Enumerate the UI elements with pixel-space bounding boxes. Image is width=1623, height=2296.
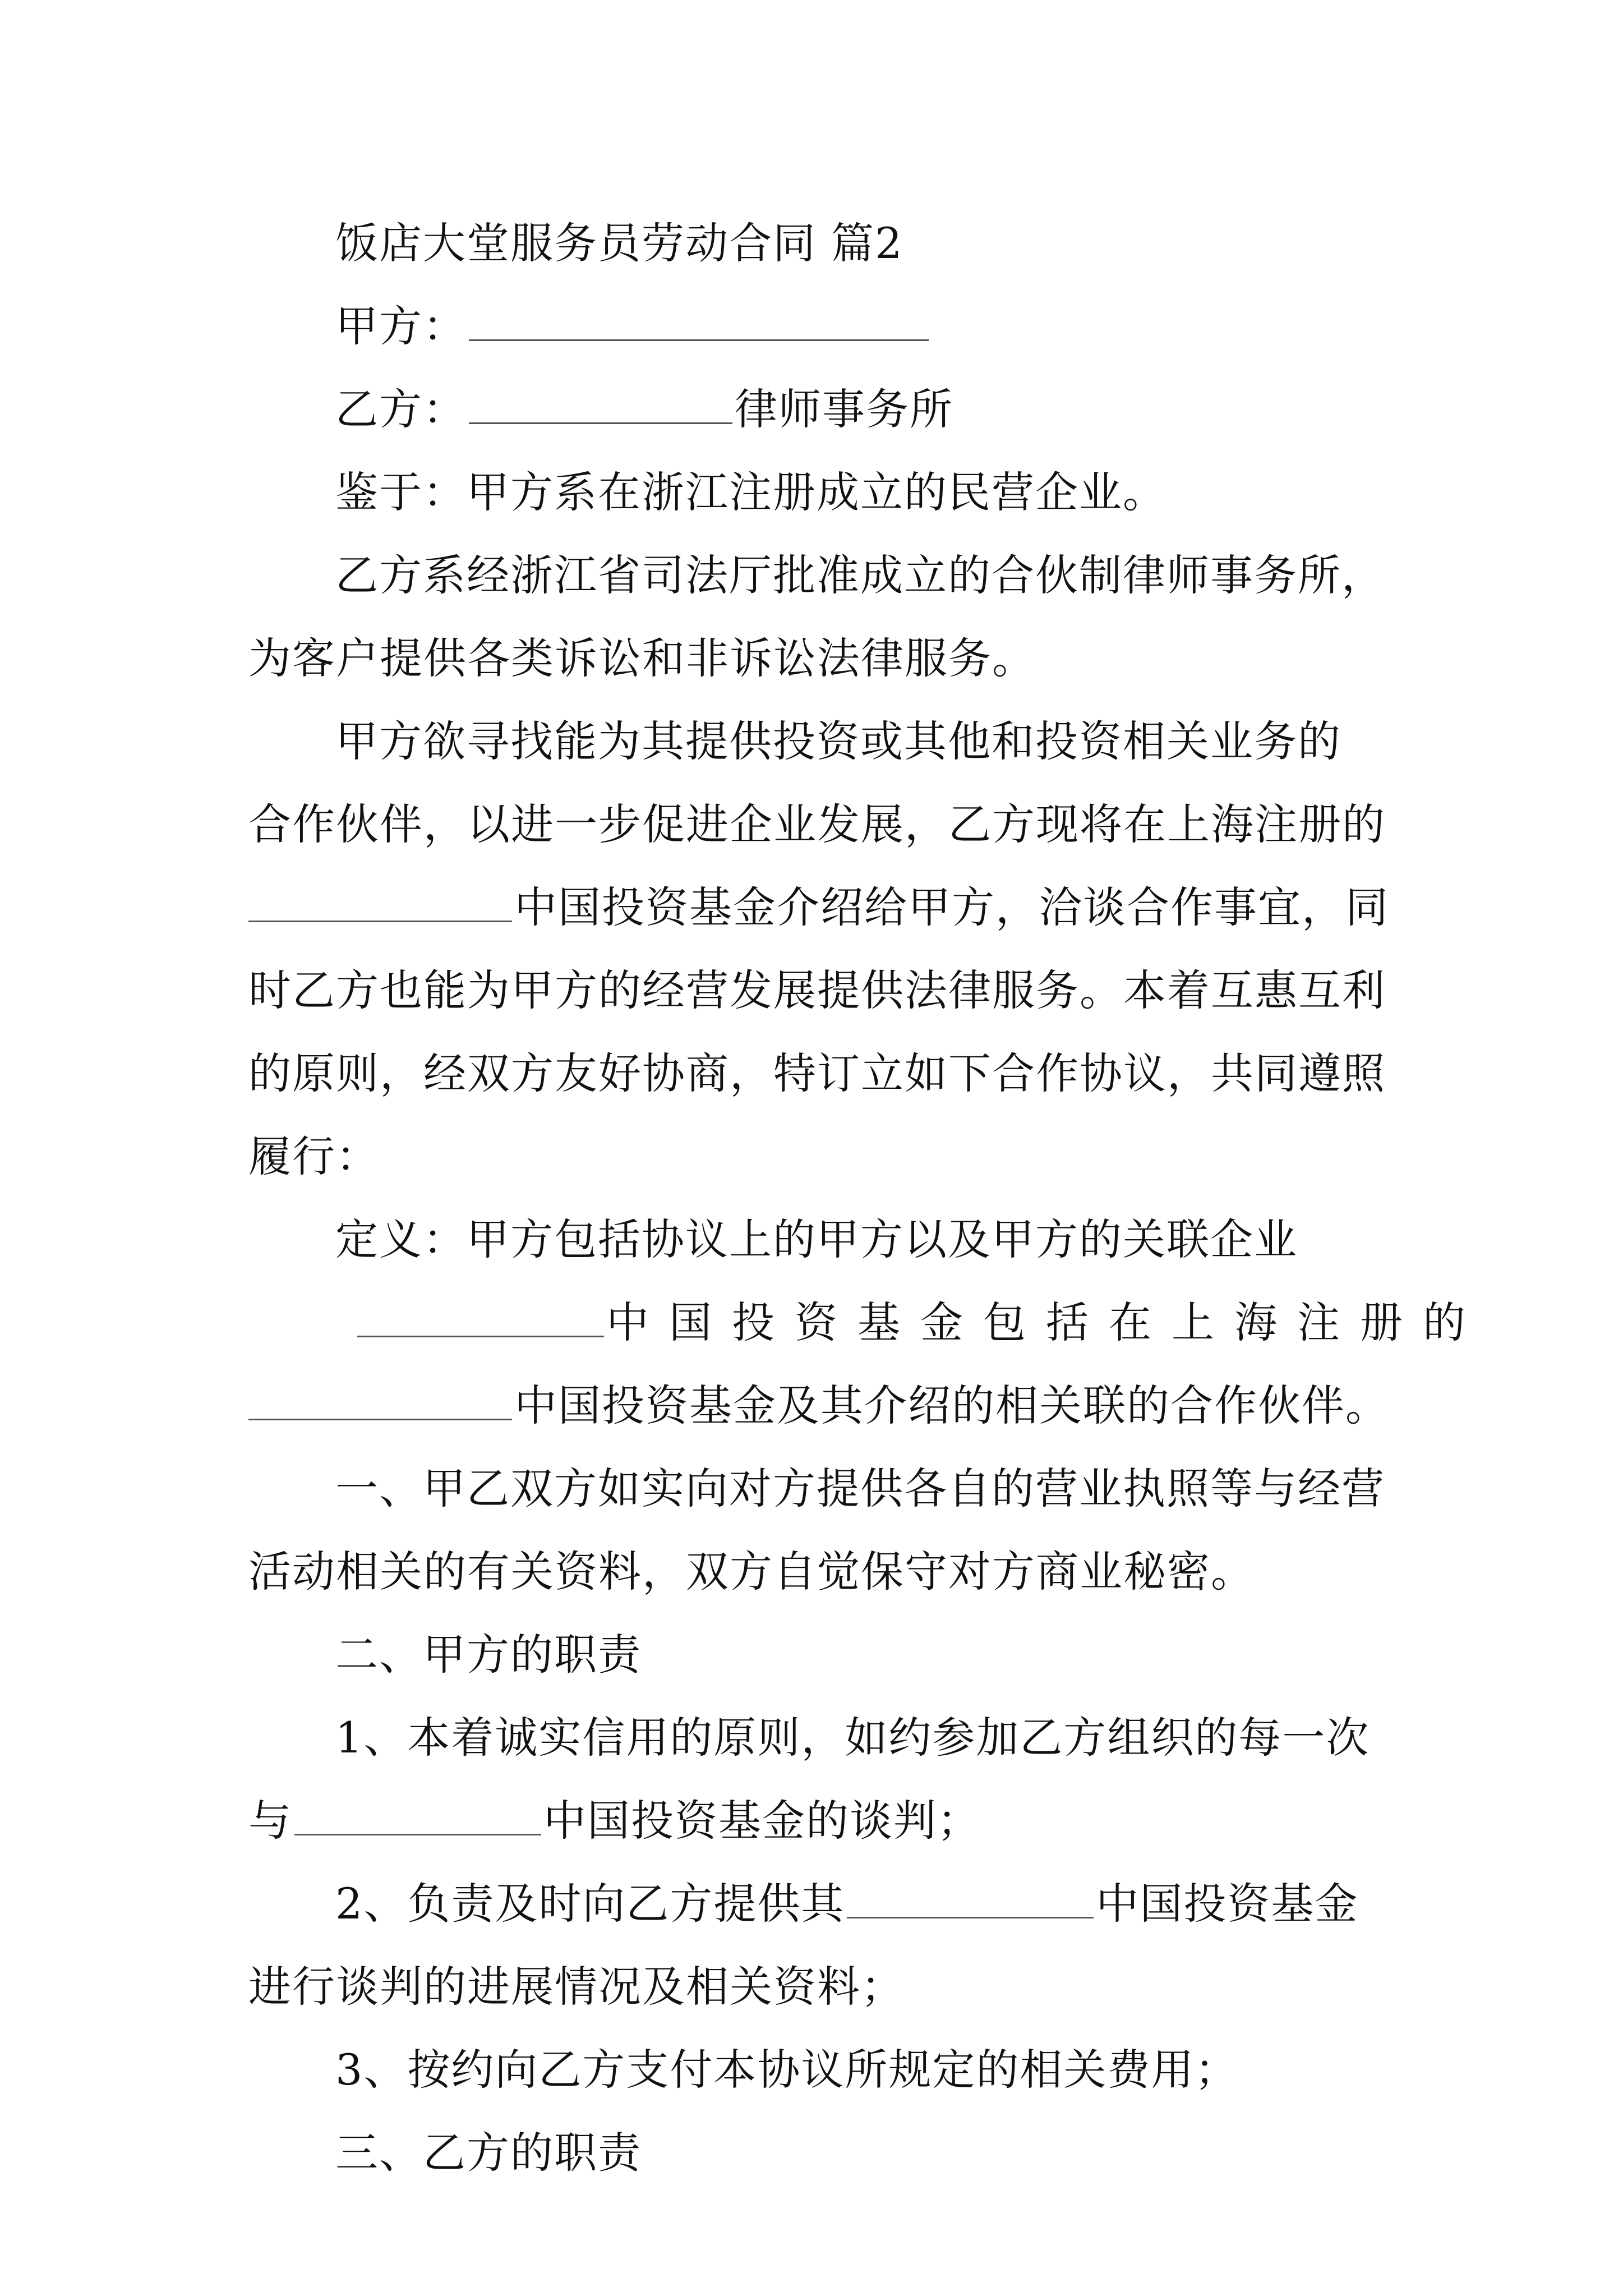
clause-1-2: 活动相关的有关资料，双方自觉保守对方商业秘密。 <box>248 1547 1255 1596</box>
heading-party-b-duties: 三、乙方的职责 <box>335 2128 642 2178</box>
party-a-label: 甲方： <box>335 301 467 351</box>
para-b-intro-2: 为客户提供各类诉讼和非诉讼法律服务。 <box>248 633 1036 683</box>
item-1-blank <box>294 1792 541 1835</box>
definition-blank-2 <box>248 1377 512 1420</box>
item-1-2-prefix: 与 <box>248 1796 292 1846</box>
para-b-intro-1: 乙方系经浙江省司法厅批准成立的合伙制律师事务所， <box>335 550 1385 600</box>
para-purpose-2: 合作伙伴，以进一步促进企业发展，乙方现将在上海注册的 <box>248 799 1386 849</box>
para-purpose-3: 中国投资基金介绍给甲方，洽谈合作事宜，同 <box>514 882 1389 932</box>
para-purpose-3-line <box>248 866 1393 949</box>
party-b-blank <box>469 381 732 424</box>
definition-blank-1 <box>357 1294 604 1337</box>
definition-2: 中国投资基金包括在上海注册的 <box>606 1297 1486 1347</box>
item-2-1-line <box>248 1862 1393 1945</box>
definition-2-line <box>248 1281 1486 1364</box>
item-2-1-suffix: 中国投资基金 <box>1096 1879 1359 1929</box>
item-1-2-line <box>248 1779 1393 1862</box>
party-b-label: 乙方： <box>335 384 467 434</box>
party-a-line <box>248 285 1393 368</box>
party-b-suffix: 律师事务所 <box>735 384 953 434</box>
para-purpose-6: 履行： <box>248 1131 380 1181</box>
heading-party-a-duties: 二、甲方的职责 <box>335 1630 642 1680</box>
item-1-2-suffix: 中国投资基金的谈判； <box>543 1796 981 1846</box>
party-b-line <box>248 368 1393 451</box>
definition-1: 定义：甲方包括协议上的甲方以及甲方的关联企业 <box>335 1214 1298 1264</box>
document-body <box>248 202 1486 2194</box>
whereas-line: 鉴于：甲方系在浙江注册成立的民营企业。 <box>335 467 1166 517</box>
definition-3-line <box>248 1364 1393 1447</box>
item-3: 3、按约向乙方支付本协议所规定的相关费用； <box>335 2045 1239 2095</box>
para-purpose-4: 时乙方也能为甲方的经营发展提供法律服务。本着互惠互利 <box>248 965 1386 1015</box>
item-2-1-prefix: 2、负责及时向乙方提供其 <box>335 1879 845 1929</box>
item-1-1: 1、本着诚实信用的原则，如约参加乙方组织的每一次 <box>335 1713 1370 1763</box>
party-a-blank <box>469 298 929 341</box>
para-purpose-5: 的原则，经双方友好协商，特订立如下合作协议，共同遵照 <box>248 1048 1386 1098</box>
clause-1-1: 一、甲乙双方如实向对方提供各自的营业执照等与经营 <box>335 1464 1385 1513</box>
para-purpose-1: 甲方欲寻找能为其提供投资或其他和投资相关业务的 <box>335 716 1341 766</box>
fund-name-blank <box>248 879 512 922</box>
item-2-blank <box>847 1875 1094 1918</box>
document-title: 饭店大堂服务员劳动合同 篇2 <box>335 218 903 268</box>
item-2-2: 进行谈判的进展情况及相关资料； <box>248 1962 905 2012</box>
definition-3: 中国投资基金及其介绍的相关联的合作伙伴。 <box>514 1381 1389 1430</box>
